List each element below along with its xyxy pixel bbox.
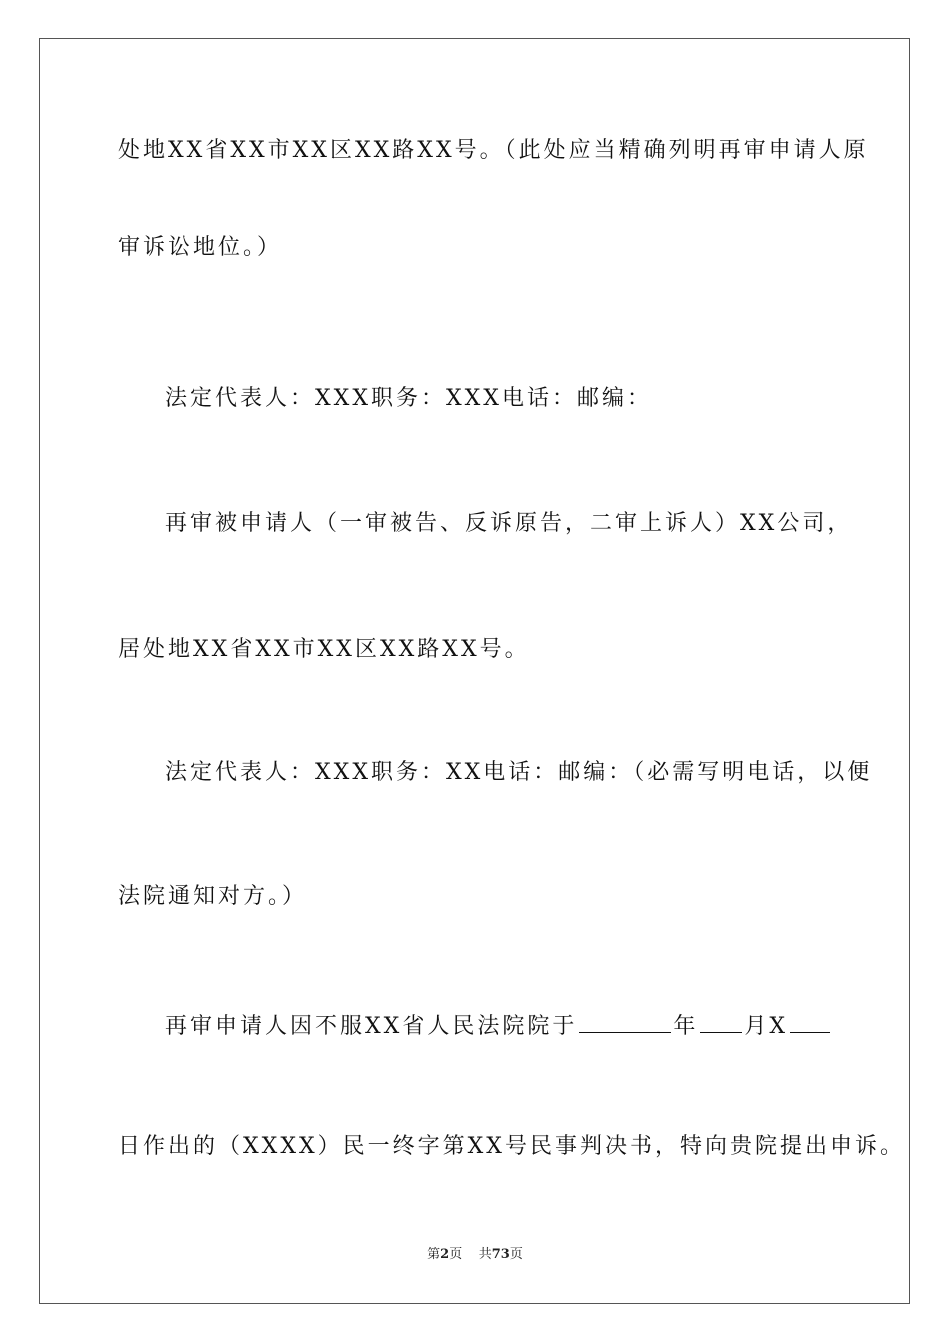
paragraph-line-6: 法定代表人：XXX职务：XX电话：邮编：（必需写明电话，以便 <box>165 760 873 785</box>
line-8-text-a: 再审申请人因不服XX省人民法院院于 <box>165 1014 578 1039</box>
page-footer <box>0 1246 950 1264</box>
footer-prefix: 第 <box>427 1247 441 1262</box>
date-month-blank <box>700 1010 742 1033</box>
footer-page-unit: 页 <box>449 1247 463 1262</box>
footer-total-unit: 页 <box>509 1247 523 1262</box>
paragraph-line-4: 再审被申请人（一审被告、反诉原告，二审上诉人）XX公司， <box>165 511 853 536</box>
paragraph-line-5: 居处地XX省XX市XX区XX路XX号。 <box>118 637 530 662</box>
paragraph-line-9: 日作出的（XXXX）民一终字第XX号民事判决书，特向贵院提出申诉。 <box>118 1134 905 1159</box>
footer-total-pages: 73 <box>491 1247 510 1262</box>
footer-total-prefix: 共 <box>478 1247 492 1262</box>
date-day-blank <box>790 1010 830 1033</box>
page-frame <box>39 38 910 1304</box>
paragraph-line-1: 处地XX省XX市XX区XX路XX号。（此处应当精确列明再审申请人原 <box>118 138 869 163</box>
line-8-text-b: 年 <box>673 1014 699 1039</box>
paragraph-line-3: 法定代表人：XXX职务：XXX电话：邮编： <box>165 386 652 411</box>
paragraph-line-8 <box>165 1010 885 1042</box>
date-year-blank <box>579 1010 671 1033</box>
line-8-text-c: 月X <box>744 1014 789 1039</box>
footer-page-number: 2 <box>440 1247 450 1262</box>
paragraph-line-7: 法院通知对方。） <box>118 884 308 909</box>
paragraph-line-2: 审诉讼地位。） <box>118 235 283 260</box>
